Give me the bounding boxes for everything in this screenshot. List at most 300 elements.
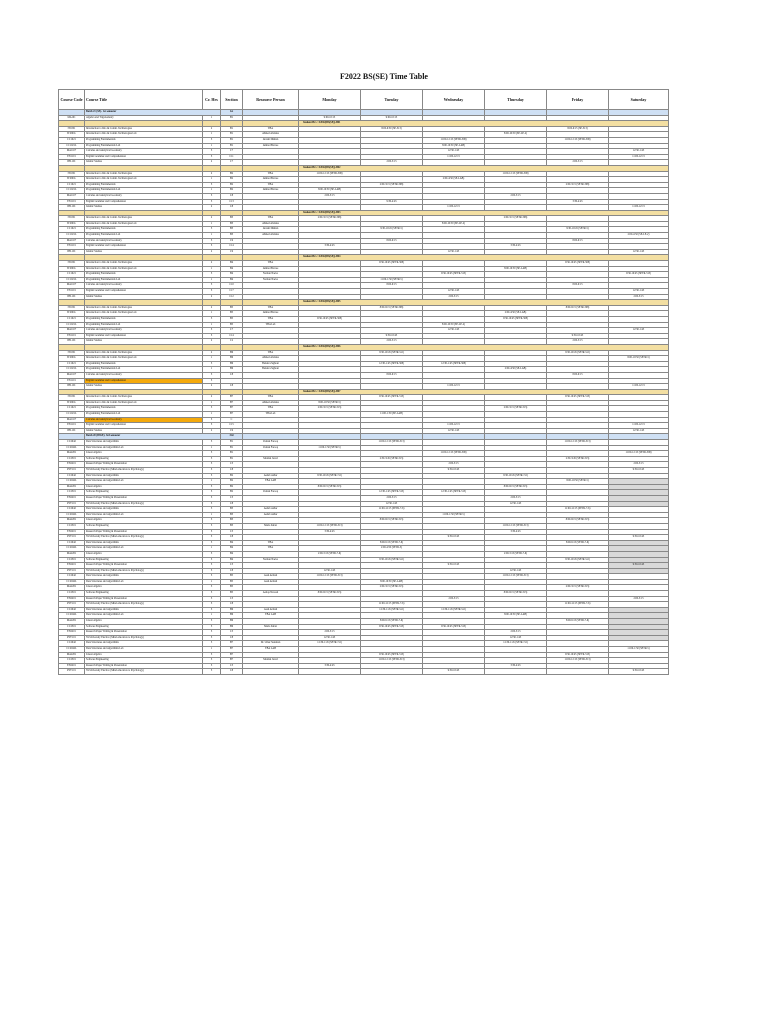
section: C17 <box>221 289 243 295</box>
friday: 8:00-9:15 <box>547 238 609 244</box>
section: B3 <box>221 221 243 227</box>
section: C8 <box>221 205 243 211</box>
col-friday: Friday <box>547 90 609 110</box>
monday: 9:30-10:45 (SETR-308) <box>299 316 361 322</box>
course-code: CC2042 <box>59 440 85 446</box>
wednesday: 11:00-12:15 (SETR-308) <box>423 137 485 143</box>
credit-hours: 3 <box>203 378 221 384</box>
section: C3 <box>221 630 243 636</box>
course-title: Programming Fundamentals <box>85 316 203 322</box>
saturday: 12:30-1:45 <box>609 328 669 334</box>
resource-person: Aatiqa Naveed <box>243 591 299 597</box>
section: B5 <box>221 311 243 317</box>
credit-hours: 2 <box>203 305 221 311</box>
course-title: Islamic Studies <box>85 428 203 434</box>
resource-person: TBA <box>243 182 299 188</box>
credit-hours: 1 <box>203 177 221 183</box>
course-code: MA2201 <box>59 518 85 524</box>
thursday: 3:30-4:45 <box>485 663 547 669</box>
course-title: Introduction to Info & Comm. Technologies Lab <box>85 177 203 183</box>
resource-person: Ahmed Abdalee <box>243 400 299 406</box>
friday: 11:00-12:15 (SETR-313) <box>547 658 609 664</box>
course-code: EN1101 <box>59 333 85 339</box>
course-title: Research Paper Writing & Presentation <box>85 495 203 501</box>
thursday: 2:00-4:50 (SE-LAB) <box>485 367 547 373</box>
course-code: MA1107 <box>59 417 85 423</box>
tuesday: 2:00-3:15 <box>361 160 423 166</box>
thursday: 12:30-1:45 <box>485 635 547 641</box>
section: B1 <box>221 440 243 446</box>
wednesday: 9:30-10:45 (SETR-313) <box>423 272 485 278</box>
col-wednesday: Wednesday <box>423 90 485 110</box>
section: C9 <box>221 249 243 255</box>
monday: 9:00-10:15 <box>299 115 361 121</box>
course-title: Linear Algebra <box>85 451 203 457</box>
course-code: IHL101 <box>59 205 85 211</box>
course-title: Islamic Studies <box>85 339 203 345</box>
section: C3 <box>221 462 243 468</box>
section: B7 <box>221 400 243 406</box>
section: B5 <box>221 316 243 322</box>
section: B7 <box>221 652 243 658</box>
course-title: SS/University Elective (Mind education to Psychology) <box>85 602 203 608</box>
course-code: EN2201 <box>59 462 85 468</box>
saturday: 12:30-1:45 <box>609 289 669 295</box>
course-code: EN2201 <box>59 563 85 569</box>
credit-hours: 2 <box>203 294 221 300</box>
resource-person: TBA LAB <box>243 647 299 653</box>
course-title: Introduction to Info & Comm. Technologies <box>85 305 203 311</box>
course-code: MA1107 <box>59 372 85 378</box>
wednesday: 12:30-1:45 (SETR-313) <box>423 490 485 496</box>
wednesday: 2:00-3:15 <box>423 596 485 602</box>
resource-person: Noman Naeve <box>243 557 299 563</box>
course-code: IT1001 <box>59 395 85 401</box>
course-title: Islamic Studies <box>85 249 203 255</box>
section: B2 <box>221 188 243 194</box>
credit-hours: 3 <box>203 523 221 529</box>
friday: 2:30-3:45 (SETR-313) <box>547 456 609 462</box>
resource-person: Maria Kiran <box>243 624 299 630</box>
saturday: 9:30-10:45 <box>609 669 669 675</box>
tuesday: 9:30-10:45 (SETR-313) <box>361 395 423 401</box>
section: C14 <box>221 244 243 250</box>
course-code: MA101 <box>59 115 85 121</box>
friday: 9:30-10:45 (SETR-313) <box>547 652 609 658</box>
credit-hours: 3 <box>203 535 221 541</box>
tuesday: 2:00-3:15 (SETR-308) <box>361 182 423 188</box>
thursday: 2:00-3:15 (SETR-7-6) <box>485 551 547 557</box>
monday <box>299 669 361 675</box>
wednesday: 9:30-10:45 <box>423 669 485 675</box>
course-title: English Grammar and Comprehension <box>85 199 203 205</box>
resource-person: TBA LAB <box>243 613 299 619</box>
resource-person: Abram Dikhan <box>243 137 299 143</box>
section: C14 <box>221 333 243 339</box>
course-title: Linear Algebra <box>85 652 203 658</box>
wednesday: 11:00-12:15 <box>423 154 485 160</box>
course-code: MA2201 <box>59 585 85 591</box>
section: B2 <box>221 490 243 496</box>
credit-hours: 3 <box>203 272 221 278</box>
credit-hours: 3 <box>203 630 221 636</box>
section: B7 <box>221 412 243 418</box>
course-title: Algebra and Trigonometry <box>85 115 203 121</box>
course-title: Linear Algebra <box>85 619 203 625</box>
batch-title: Batch 21 (SE)- 1st semester <box>85 110 221 116</box>
section: B1 <box>221 456 243 462</box>
credit-hours: 3 <box>203 193 221 199</box>
course-code: MA2201 <box>59 551 85 557</box>
resource-person: Maidan Javed <box>243 658 299 664</box>
section: B5 <box>221 322 243 328</box>
section: C8 <box>221 384 243 390</box>
friday: 2:00-3:15 <box>547 160 609 166</box>
course-code: PSY101 <box>59 635 85 641</box>
monday: 12:30-1:45 (SETR-7-6) <box>299 641 361 647</box>
resource-person: Usman Farooq <box>243 490 299 496</box>
thursday: 3:30-4:45 <box>485 529 547 535</box>
resource-person: Ahmed Bacree <box>243 311 299 317</box>
course-title: Calculus and Analytical Geometry <box>85 283 203 289</box>
course-code: MA2201 <box>59 451 85 457</box>
page-title: F2022 BS(SE) Time Table <box>340 72 428 81</box>
course-title: English Grammar and Comprehension <box>85 154 203 160</box>
wednesday: 8:00-10:50 (SE-LE-2) <box>423 221 485 227</box>
batch-semester: 3rd <box>221 434 243 440</box>
credit-hours: 1 <box>203 479 221 485</box>
course-code: MA1107 <box>59 193 85 199</box>
monday: 3:30-4:45 <box>299 244 361 250</box>
course-code: EN2201 <box>59 630 85 636</box>
course-code: IHL101 <box>59 428 85 434</box>
friday: 11:00-12:15 (SETR-7-6) <box>547 507 609 513</box>
section: B1 <box>221 115 243 121</box>
credit-hours: 1 <box>203 132 221 138</box>
course-code: IT1001 <box>59 350 85 356</box>
tuesday: 9:30-4:45 <box>361 199 423 205</box>
course-code: EN2201 <box>59 529 85 535</box>
thursday <box>485 669 547 675</box>
resource-person: TBA <box>243 316 299 322</box>
section: B4 <box>221 277 243 283</box>
section: B1 <box>221 132 243 138</box>
course-code: EN1101 <box>59 378 85 384</box>
course-title: Data Structures and Algorithms <box>85 507 203 513</box>
course-title: English Grammar and Comprehension <box>85 289 203 295</box>
credit-hours: 3 <box>203 154 221 160</box>
course-title: Programming Fundamentals <box>85 361 203 367</box>
thursday: 8:00-10:50 (SE-LAB) <box>485 266 547 272</box>
course-code: IHL101 <box>59 384 85 390</box>
resource-person: Ahmed Bacree <box>243 177 299 183</box>
saturday: 11:00-12:15 (SETR-308) <box>609 451 669 457</box>
section: B4 <box>221 557 243 563</box>
credit-hours: 3 <box>203 244 221 250</box>
monday: 12:30-1:45 <box>299 635 361 641</box>
section: C7 <box>221 328 243 334</box>
monday: 3:30-4:45 <box>299 663 361 669</box>
credit-hours: 3 <box>203 227 221 233</box>
course-title: Islamic Studies <box>85 294 203 300</box>
wednesday: 12:30-1:45 (SETR-308) <box>423 361 485 367</box>
course-title: Calculus and Analytical Geometry <box>85 149 203 155</box>
resource-person: TBA LAB <box>243 479 299 485</box>
course-code: IHL101 <box>59 294 85 300</box>
course-code: CC2042 <box>59 540 85 546</box>
tuesday: 9:30-10:45 (SETR-313) <box>361 624 423 630</box>
section: B5 <box>221 585 243 591</box>
course-title: Islamic Studies <box>85 205 203 211</box>
course-code: IT1001L <box>59 311 85 317</box>
section: C8 <box>221 501 243 507</box>
section: C3 <box>221 596 243 602</box>
tuesday: 11:00-12:15 (SETR-313) <box>361 440 423 446</box>
course-code: CC2042 <box>59 574 85 580</box>
credit-hours: 3 <box>203 199 221 205</box>
tuesday: 8:00-9:30 (SE-313) <box>361 126 423 132</box>
section: C12 <box>221 294 243 300</box>
course-title: Data Structures and Algorithms Lab <box>85 647 203 653</box>
wednesday: 12:30-1:45 <box>423 328 485 334</box>
course-code: EN1101 <box>59 289 85 295</box>
saturday: 12:30-1:45 <box>609 428 669 434</box>
section: C8 <box>221 468 243 474</box>
section: C8 <box>221 535 243 541</box>
thursday: 8:00-10:50 (SE-LAB) <box>485 613 547 619</box>
tuesday: 9:30-10:45 (SETR-313) <box>361 652 423 658</box>
resource-person: Aadab Azhar <box>243 507 299 513</box>
credit-hours: 2 <box>203 216 221 222</box>
tuesday: 8:00-9:15 (SETR-313) <box>361 518 423 524</box>
credit-hours: 3 <box>203 635 221 641</box>
tuesday: 2:00-3:15 (SETR-313) <box>361 585 423 591</box>
course-code: IT1001L <box>59 221 85 227</box>
tuesday: 2:00-4:50 (SETR-5) <box>361 546 423 552</box>
course-code: PSY101 <box>59 501 85 507</box>
wednesday: 12:30-1:45 (SETR-5-6) <box>423 607 485 613</box>
course-title: Research Paper Writing & Presentation <box>85 663 203 669</box>
credit-hours: 3 <box>203 328 221 334</box>
saturday: 11:00-12:15 <box>609 205 669 211</box>
batch-title: Batch 20 (BSSE)- 3rd semester <box>85 434 221 440</box>
course-title: Software Engineering <box>85 624 203 630</box>
thursday: 2:00-3:15 (SETR-313) <box>485 406 547 412</box>
course-code: CC2042 <box>59 507 85 513</box>
thursday: 8:00-9:15 (SETR-313) <box>485 484 547 490</box>
course-code: EN1101 <box>59 154 85 160</box>
section: C8 <box>221 635 243 641</box>
monday: 8:00-10:50 (SE-LAB) <box>299 188 361 194</box>
course-title: Linear Algebra <box>85 551 203 557</box>
course-code: CC1021 <box>59 182 85 188</box>
course-code: MA1107 <box>59 238 85 244</box>
course-title: Research Paper Writing & Presentation <box>85 529 203 535</box>
section: C10 <box>221 283 243 289</box>
thursday: 8:00-10:50 (SE-LE-2) <box>485 132 547 138</box>
credit-hours: 3 <box>203 372 221 378</box>
resource-person: Aadab Azhar <box>243 512 299 518</box>
monday: 2:00-3:15 <box>299 193 361 199</box>
credit-hours: 1 <box>203 412 221 418</box>
credit-hours: 1 <box>203 266 221 272</box>
course-code: IT1001 <box>59 305 85 311</box>
course-title: Data Structures and Algorithms <box>85 607 203 613</box>
course-code: EN2201 <box>59 596 85 602</box>
resource-person: Asad Arshad <box>243 574 299 580</box>
section: B1 <box>221 126 243 132</box>
credit-hours: 2 <box>203 384 221 390</box>
course-title: English Grammar and Comprehension <box>85 423 203 429</box>
saturday: 2:00-3:15 <box>609 462 669 468</box>
col-section: Section <box>221 90 243 110</box>
credit-hours: 3 <box>203 596 221 602</box>
saturday: 9:30-10:45 <box>609 468 669 474</box>
course-title: Calculus and Analytical Geometry <box>85 328 203 334</box>
course-code: EN1101 <box>59 244 85 250</box>
friday: 3:30-4:45 <box>547 199 609 205</box>
friday: 11:00-12:15 (SETR-313) <box>547 440 609 446</box>
credit-hours: 3 <box>203 557 221 563</box>
course-title: Programming Fundamentals <box>85 137 203 143</box>
credit-hours: 3 <box>203 529 221 535</box>
saturday: 9:30-10:45 <box>609 563 669 569</box>
credit-hours: 3 <box>203 568 221 574</box>
resource-person: Ahmed Bacree <box>243 266 299 272</box>
course-code: EN2201 <box>59 495 85 501</box>
section: B6 <box>221 613 243 619</box>
credit-hours: 3 <box>203 507 221 513</box>
resource-person: Asad Arshad <box>243 579 299 585</box>
course-code: PSY101 <box>59 535 85 541</box>
friday: 8:00-9:15 (SETR-308) <box>547 305 609 311</box>
friday: 9:30-10:45 (SETR-313) <box>547 395 609 401</box>
thursday: 8:00-9:15 (SETR-313) <box>485 591 547 597</box>
tuesday: 11:00-12:15 (SETR-7-6) <box>361 507 423 513</box>
course-code: CC2042L <box>59 546 85 552</box>
credit-hours: 3 <box>203 663 221 669</box>
monday: 11:00-12:15 (SETR-313) <box>299 523 361 529</box>
credit-hours: 3 <box>203 585 221 591</box>
resource-person: TBA <box>243 171 299 177</box>
credit-hours: 1 <box>203 445 221 451</box>
resource-person: Maria Kiran <box>243 523 299 529</box>
section-label: Student Hrs : F2022(BS(SE))-B02 <box>299 165 669 171</box>
section: C15 <box>221 423 243 429</box>
thursday: 2:00-4:50 (SE-LAB) <box>485 311 547 317</box>
wednesday: 8:00-10:50 (SE-LAB) <box>423 143 485 149</box>
tuesday: 2:00-3:15 <box>361 495 423 501</box>
tuesday: 8:00-10:50 (SE-LAB) <box>361 579 423 585</box>
course-title: Software Engineering <box>85 456 203 462</box>
tuesday: 9:30-10:45 (SETR-5-6) <box>361 557 423 563</box>
credit-hours: 3 <box>203 540 221 546</box>
course-title: Introduction to Info & Comm. Technologies Lab <box>85 132 203 138</box>
resource-person: TBA <box>243 406 299 412</box>
section: C3 <box>221 563 243 569</box>
credit-hours: 3 <box>203 417 221 423</box>
credit-hours: 2 <box>203 249 221 255</box>
section: C8 <box>221 193 243 199</box>
batch-semester: 1st <box>221 110 243 116</box>
course-code: CC1021L <box>59 233 85 239</box>
course-code: CC2301 <box>59 523 85 529</box>
resource-person: Aadab Azhar <box>243 473 299 479</box>
section: B1 <box>221 143 243 149</box>
wednesday: 12:30-1:45 <box>423 249 485 255</box>
thursday: 9:30-10:45 (SETR-308) <box>485 316 547 322</box>
course-title: Software Engineering <box>85 523 203 529</box>
section-label: Student Hrs : F2022(BS(SE))-B01 <box>299 121 669 127</box>
monday: 9:30-10:45 (SETR-7-6) <box>299 473 361 479</box>
course-code: CC2042L <box>59 445 85 451</box>
credit-hours: 3 <box>203 238 221 244</box>
course-title: Introduction to Info & Comm. Technologies <box>85 395 203 401</box>
section: B3 <box>221 233 243 239</box>
resource-person: TBA <box>243 126 299 132</box>
section: C7 <box>221 149 243 155</box>
course-title: Calculus and Analytical Geometry <box>85 238 203 244</box>
course-code: CC1021 <box>59 361 85 367</box>
wednesday: 2:00-3:15 <box>423 294 485 300</box>
tuesday: 8:00-9:15 <box>361 283 423 289</box>
course-code: CC2301 <box>59 591 85 597</box>
tuesday: 12:30-1:45 (SETR-5-6) <box>361 607 423 613</box>
credit-hours: 1 <box>203 400 221 406</box>
tuesday: 8:00-9:15 <box>361 238 423 244</box>
section: B3 <box>221 523 243 529</box>
friday: 2:00-3:15 (SETR-308) <box>547 182 609 188</box>
credit-hours: 3 <box>203 137 221 143</box>
wednesday: 11:00-12:15 <box>423 423 485 429</box>
saturday: 9:30-10:45 (SETR-313) <box>609 272 669 278</box>
course-title: Programming Fundamentals Lab <box>85 143 203 149</box>
resource-person: TBA Lab <box>243 412 299 418</box>
credit-hours: 2 <box>203 395 221 401</box>
wednesday: 9:30-10:45 <box>423 468 485 474</box>
course-title: Linear Algebra <box>85 484 203 490</box>
tuesday: 9:30-10:45 (SETR-308) <box>361 261 423 267</box>
course-code: IT1001 <box>59 216 85 222</box>
section-label: Student Hrs : F2022(BS(SE))-B04 <box>299 255 669 261</box>
credit-hours: 3 <box>203 551 221 557</box>
course-code: MA1107 <box>59 328 85 334</box>
thursday: 11:00-12:15 (SETR-308) <box>485 171 547 177</box>
credit-hours: 3 <box>203 333 221 339</box>
monday: 2:00-3:15 (SETR-308) <box>299 216 361 222</box>
course-title: Data Structures and Algorithms <box>85 574 203 580</box>
course-title: Islamic Studies <box>85 160 203 166</box>
course-title: Research Paper Writing & Presentation <box>85 630 203 636</box>
section-label: Student Hrs : F2022(BS(SE))-B03 <box>299 210 669 216</box>
section: B3 <box>221 507 243 513</box>
section: B7 <box>221 641 243 647</box>
section: B7 <box>221 395 243 401</box>
course-code: CC2042 <box>59 473 85 479</box>
course-title: Data Structures and Algorithms <box>85 540 203 546</box>
friday <box>547 669 609 675</box>
section: C7 <box>221 160 243 166</box>
course-title: SS/University Elective (Mind education to Psychology) <box>85 501 203 507</box>
thursday: 12:30-1:45 <box>485 501 547 507</box>
tuesday: 11:00-12:15 (SETR-7-6) <box>361 602 423 608</box>
credit-hours: 3 <box>203 462 221 468</box>
monday: 11:00-12:15 (SETR-313) <box>299 574 361 580</box>
course-title: Islamic Studies <box>85 384 203 390</box>
course-title: Data Structures and Algorithms <box>85 473 203 479</box>
section: C9 <box>221 238 243 244</box>
thursday: 3:30-4:45 <box>485 244 547 250</box>
